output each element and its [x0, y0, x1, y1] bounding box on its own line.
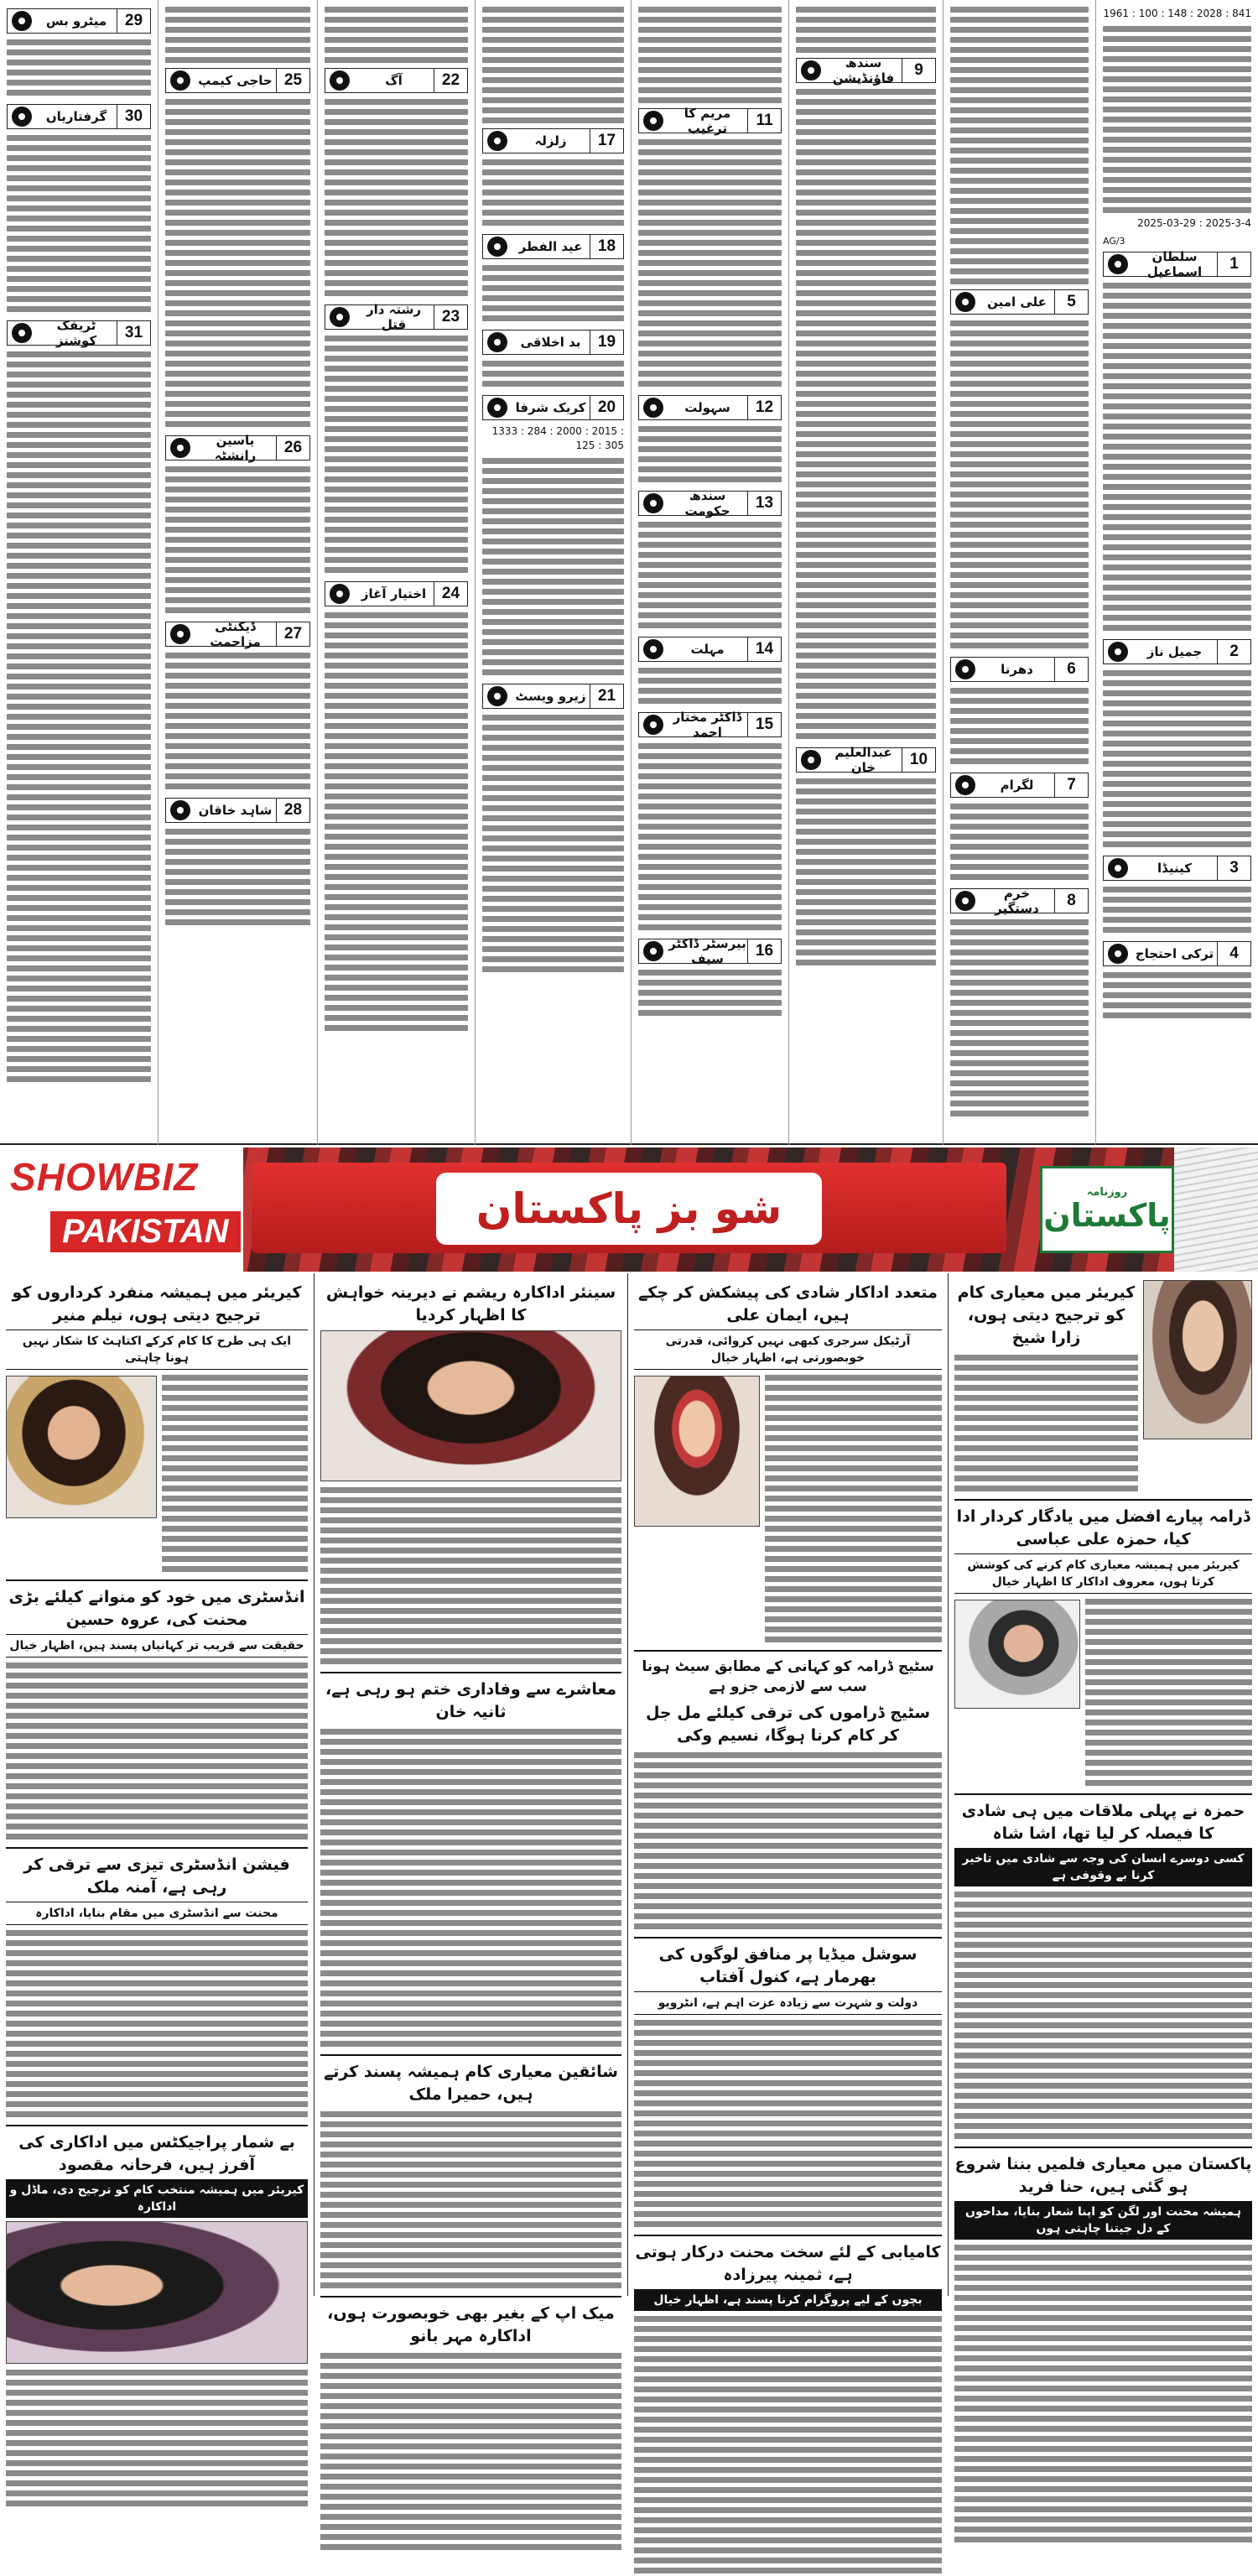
news-item	[7, 104, 151, 314]
news-headline: شاہد خاقان	[198, 803, 273, 818]
news-column-8	[0, 0, 158, 1145]
logo-daily-text: روزنامہ	[1086, 1185, 1128, 1199]
article-subhead: دولت و شہرت سے زیادہ عزت اہم ہے، انٹرویو	[634, 1991, 942, 2015]
news-item	[165, 68, 310, 429]
news-column-5	[475, 0, 631, 1145]
bullet-icon	[170, 624, 190, 644]
news-headline-box: 2 جمیل ناز	[1103, 639, 1251, 664]
showbiz-section	[0, 1273, 1258, 2345]
resham-photo	[320, 1330, 621, 1481]
news-column-1	[1095, 0, 1258, 1145]
news-item	[638, 712, 782, 932]
news-headline-box: 17 زلزلہ	[482, 128, 624, 154]
news-headline: ترکی احتجاج	[1135, 946, 1214, 961]
news-headline: میٹرو بس	[45, 13, 107, 29]
bullet-icon	[1108, 858, 1128, 878]
news-headline: کریک شرفا	[515, 400, 586, 415]
bullet-icon	[955, 775, 975, 795]
article-headline: کیریئر میں معیاری کام کو ترجیح دیتی ہوں، زارا شیخ	[957, 1283, 1136, 1347]
news-headline-box: 14 مہلت	[638, 637, 782, 662]
news-item	[1103, 856, 1251, 934]
article-headline: متعدد اداکار شادی کی پیشکش کر چکے ہیں، ایمان علی	[638, 1283, 938, 1324]
news-item	[1103, 249, 1251, 632]
ref-code: AG/3	[1103, 236, 1125, 247]
article-headline: شائقین معیاری کام ہمیشہ پسند کرتے ہیں، حمیرا ملک	[324, 2063, 618, 2104]
newspapers-image	[1174, 1147, 1258, 1272]
news-headline: مہلت	[690, 642, 725, 657]
article-headline: سوشل میڈیا پر منافق لوگوں کی بھرمار ہے، کنول آفتاب	[658, 1945, 918, 1986]
bullet-icon	[12, 11, 32, 31]
news-headline: عید الفطر	[518, 239, 583, 254]
bullet-icon	[801, 750, 821, 770]
article-subhead: ہمیشہ محنت اور لگن کو اپنا شعار بنایا، مداحوں کے دل جیتنا چاہتی ہوں	[954, 2201, 1252, 2240]
article-headline: حمزہ نے پہلی ملاقات میں ہی شادی کا فیصلہ کر لیا تھا، اشا شاہ	[961, 1802, 1245, 1843]
news-item	[796, 747, 936, 967]
showbiz-column-a	[948, 1273, 1258, 2296]
logo-name-text: پاکستان	[1043, 1196, 1171, 1234]
news-item	[1103, 941, 1251, 1020]
news-headline-box: 31 ٹریفک کوشنز	[7, 320, 151, 346]
news-headline-box: 11 مریم کا ترغیب	[638, 108, 782, 133]
article-subhead: حقیقت سے قریب تر کہانیاں پسند ہیں، اظہار خیال	[6, 1634, 308, 1657]
news-item	[7, 320, 151, 1084]
news-headline-box: 22 آگ	[325, 68, 468, 93]
news-headline: بد اخلاقی	[520, 335, 581, 350]
article-subhead: بچوں کے لیے پروگرام کرنا پسند ہے، اظہار خیال	[634, 2289, 942, 2311]
news-headline-box: 1 سلطان اسماعیل	[1103, 252, 1251, 277]
article-subhead: آرٹیکل سرجری کبھی نہیں کروائی، قدرتی خوبصورتی ہے، اظہار خیال	[634, 1330, 942, 1370]
pakistan-word: PAKISTAN	[50, 1211, 241, 1252]
daily-pakistan-logo	[1040, 1166, 1174, 1253]
article-subhead: محنت سے انڈسٹری میں مقام بنایا، اداکارہ	[6, 1902, 308, 1925]
news-item	[638, 488, 782, 630]
news-headline-box: 18 عید الفطر	[482, 234, 624, 259]
bullet-icon	[643, 941, 663, 961]
news-snippet: 1961 : 100 : 148 : 2028 : 841	[1103, 8, 1251, 19]
showbiz-column-c	[314, 1273, 627, 2345]
news-headline: زیرو ویسٹ	[515, 689, 586, 704]
news-figures: 1333 : 284 : 2000 : 2015 : 125 : 305	[491, 425, 624, 451]
news-headline: ڈیکنٹی مزاحمت	[210, 619, 261, 649]
news-headline: علی امین	[987, 294, 1047, 310]
news-headline-box: 21 زیرو ویسٹ	[482, 684, 624, 709]
news-headline: حاجی کیمپ	[198, 73, 273, 88]
article-headline: میک اپ کے بغیر بھی خوبصورت ہوں، اداکارہ مہر بانو	[327, 2304, 615, 2345]
showbiz-word: SHOWBIZ	[10, 1155, 199, 1199]
news-headline-box: 8 خرم دستگیر	[950, 888, 1089, 913]
news-headline: اختیار آغاز	[361, 586, 427, 601]
bullet-icon	[487, 332, 507, 352]
news-headline: سندھ فاؤنڈیشن	[832, 55, 895, 86]
article-headline: انڈسٹری میں خود کو منوانے کیلئے بڑی محنت کی، عروہ حسین	[8, 1588, 305, 1629]
news-column-6	[317, 0, 475, 1145]
news-column-4	[631, 0, 788, 1145]
news-item	[950, 888, 1089, 1118]
news-headline-box: 30 گرفتاریاں	[7, 104, 151, 129]
news-headline-box: 19 بد اخلاقی	[482, 330, 624, 355]
news-headline-box: 20 کریک شرفا	[482, 395, 624, 420]
news-item	[1103, 639, 1251, 849]
news-headline-box: 12 سہولت	[638, 395, 782, 420]
news-headline: سلطان اسماعیل	[1146, 249, 1203, 279]
article-headline: سینئر اداکارہ ریشم نے دیرینہ خواہش کا اظہار کردیا	[325, 1283, 616, 1324]
news-headline-box: 15 ڈاکٹر مختار احمد	[638, 712, 782, 737]
article-headline: کیریئر میں ہمیشہ منفرد کرداروں کو ترجیح دیتی ہوں، نیلم منیر	[12, 1283, 302, 1324]
news-headline-box: 25 حاجی کیمپ	[165, 68, 310, 93]
iman-ali-photo	[634, 1376, 760, 1527]
article-headline: معاشرے سے وفاداری ختم ہو رہی ہے، ثانیہ خان	[325, 1680, 616, 1721]
bullet-icon	[643, 398, 663, 418]
article-headline: سٹیج ڈراموں کی ترقی کیلئے مل جل کر کام کرنا ہوگا، نسیم وکی	[645, 1704, 931, 1745]
article-headline: ڈرامہ پیارے افضل میں یادگار کردار ادا کیا، حمزہ علی عباسی	[956, 1507, 1250, 1548]
news-headline: کینیڈا	[1157, 861, 1192, 876]
bullet-icon	[487, 398, 507, 418]
bullet-icon	[170, 438, 190, 458]
news-item	[638, 936, 782, 1017]
bullet-icon	[12, 107, 32, 127]
bullet-icon	[1108, 944, 1128, 964]
news-item	[482, 128, 624, 227]
news-item	[325, 581, 468, 1033]
news-headline: ڈاکٹر مختار احمد	[673, 710, 742, 740]
news-headline-box: 7 لگرام	[950, 773, 1089, 798]
news-headline-box: 23 رشتہ دار قتل	[325, 304, 468, 330]
neelam-muneer-photo	[6, 1376, 157, 1518]
article-headline: سٹیج ڈرامہ کو کہانی کے مطابق سیٹ ہونا سب سے لازمی جزو ہے	[642, 1658, 934, 1695]
bullet-icon	[955, 891, 975, 911]
bullet-icon	[643, 493, 663, 513]
news-item	[7, 8, 151, 97]
article-headline: فیشن انڈسٹری تیزی سے ترقی کر رہی ہے، آمنہ ملک	[23, 1855, 290, 1897]
showbiz-column-b	[627, 1273, 948, 2307]
news-headline: سہولت	[684, 400, 730, 415]
news-headline-box: 24 اختیار آغاز	[325, 581, 468, 606]
bullet-icon	[955, 659, 975, 679]
news-item	[165, 619, 310, 791]
showbiz-column-d	[0, 1273, 314, 2296]
news-headline-box: 10 عبدالعلیم خان	[796, 747, 936, 773]
bullet-icon	[170, 800, 190, 820]
news-headline: عبدالعلیم خان	[834, 745, 892, 775]
news-item	[796, 55, 936, 741]
bullet-icon	[487, 131, 507, 151]
news-headline: آگ	[385, 73, 403, 88]
news-headline-box: 26 یاسین رانشٹہ	[165, 435, 310, 461]
news-item	[325, 68, 468, 298]
news-headline-box: 28 شاہد خاقان	[165, 798, 310, 823]
farhana-maqsood-photo	[6, 2221, 308, 2364]
news-headline: بیرسٹر ڈاکٹر سیف	[668, 936, 746, 966]
news-column-2	[943, 0, 1095, 1145]
news-item	[325, 304, 468, 575]
bullet-icon	[487, 686, 507, 706]
article-subhead: کسی دوسرے انسان کی وجہ سے شادی میں تاخیر کرنا بے وقوفی ہے	[954, 1848, 1252, 1886]
news-item	[482, 330, 624, 388]
news-headline-box: 29 میٹرو بس	[7, 8, 151, 34]
article-headline: کامیابی کے لئے سخت محنت درکار ہوتی ہے، ثمینہ پیرزادہ	[635, 2243, 941, 2284]
bullet-icon	[12, 323, 32, 343]
news-headline: لگرام	[1000, 778, 1034, 793]
news-item	[950, 289, 1089, 650]
news-item	[165, 435, 310, 615]
news-item	[950, 773, 1089, 882]
article-headline: بے شمار پراجیکٹس میں اداکاری کی آفرز ہیں، فرحانہ مقصود	[18, 2133, 295, 2174]
news-headline: گرفتاریاں	[45, 109, 107, 124]
zara-sheikh-photo	[1143, 1280, 1252, 1439]
article-subhead: کیریئر میں ہمیشہ منتخب کام کو ترجیح دی، ماڈل و اداکارہ	[6, 2179, 308, 2218]
news-headline-box: 6 دھرنا	[950, 657, 1089, 682]
bullet-icon	[1108, 642, 1128, 662]
showbiz-banner	[0, 1147, 1258, 1272]
news-headline: رشتہ دار قتل	[366, 302, 421, 332]
article-headline: پاکستان میں معیاری فلمیں بننا شروع ہو گئی ہیں، حنا فرید	[954, 2155, 1252, 2196]
banner-title: شو بز پاکستان	[436, 1173, 822, 1245]
news-headline-box: 3 کینیڈا	[1103, 856, 1251, 881]
date-line: 2025-03-29 : 2025-3-4	[1137, 217, 1251, 229]
bullet-icon	[643, 715, 663, 735]
news-headline: خرم دستگیر	[995, 886, 1039, 916]
news-headline: جمیل ناز	[1146, 644, 1203, 659]
news-headline: سندھ حکومت	[684, 488, 730, 518]
news-headline-box: 5 علی امین	[950, 289, 1089, 315]
bullet-icon	[330, 307, 350, 327]
news-headline: مریم کا ترغیب	[684, 106, 731, 136]
news-item	[950, 657, 1089, 766]
bullet-icon	[643, 111, 663, 131]
article-subhead: کیریئر میں ہمیشہ معیاری کام کرنے کی کوشش کرتا ہوں، معروف اداکار کا اظہار خیال	[954, 1553, 1252, 1594]
bullet-icon	[330, 70, 350, 91]
bullet-icon	[487, 237, 507, 257]
news-column-7	[158, 0, 317, 1145]
news-headline-box: 4 ترکی احتجاج	[1103, 941, 1251, 966]
news-item	[638, 395, 782, 484]
news-headline: یاسین رانشٹہ	[214, 433, 257, 463]
news-section	[0, 0, 1258, 1145]
news-item	[638, 108, 782, 388]
hamza-ali-abbasi-photo	[954, 1600, 1080, 1709]
bullet-icon	[801, 60, 821, 81]
news-headline-box: 16 بیرسٹر ڈاکٹر سیف	[638, 939, 782, 964]
bullet-icon	[643, 639, 663, 659]
news-headline: زلزلہ	[534, 133, 567, 148]
news-item	[482, 395, 624, 677]
bullet-icon	[170, 70, 190, 91]
article-subhead: ایک ہی طرح کا کام کرکے اکتاہٹ کا شکار نہیں ہونا چاہتی	[6, 1330, 308, 1370]
news-item	[638, 637, 782, 705]
news-headline: دھرنا	[1001, 662, 1033, 677]
news-column-3	[788, 0, 943, 1145]
news-item	[482, 234, 624, 323]
bullet-icon	[330, 584, 350, 604]
showbiz-pakistan-logo	[0, 1147, 243, 1272]
news-item	[482, 684, 624, 974]
bullet-icon	[955, 292, 975, 312]
news-headline: ٹریفک کوشنز	[55, 318, 97, 348]
news-headline-box: 27 ڈیکنٹی مزاحمت	[165, 622, 310, 647]
news-item	[165, 798, 310, 927]
news-headline-box: 9 سندھ فاؤنڈیشن	[796, 58, 936, 83]
news-headline-box: 13 سندھ حکومت	[638, 491, 782, 516]
bullet-icon	[1108, 254, 1128, 274]
